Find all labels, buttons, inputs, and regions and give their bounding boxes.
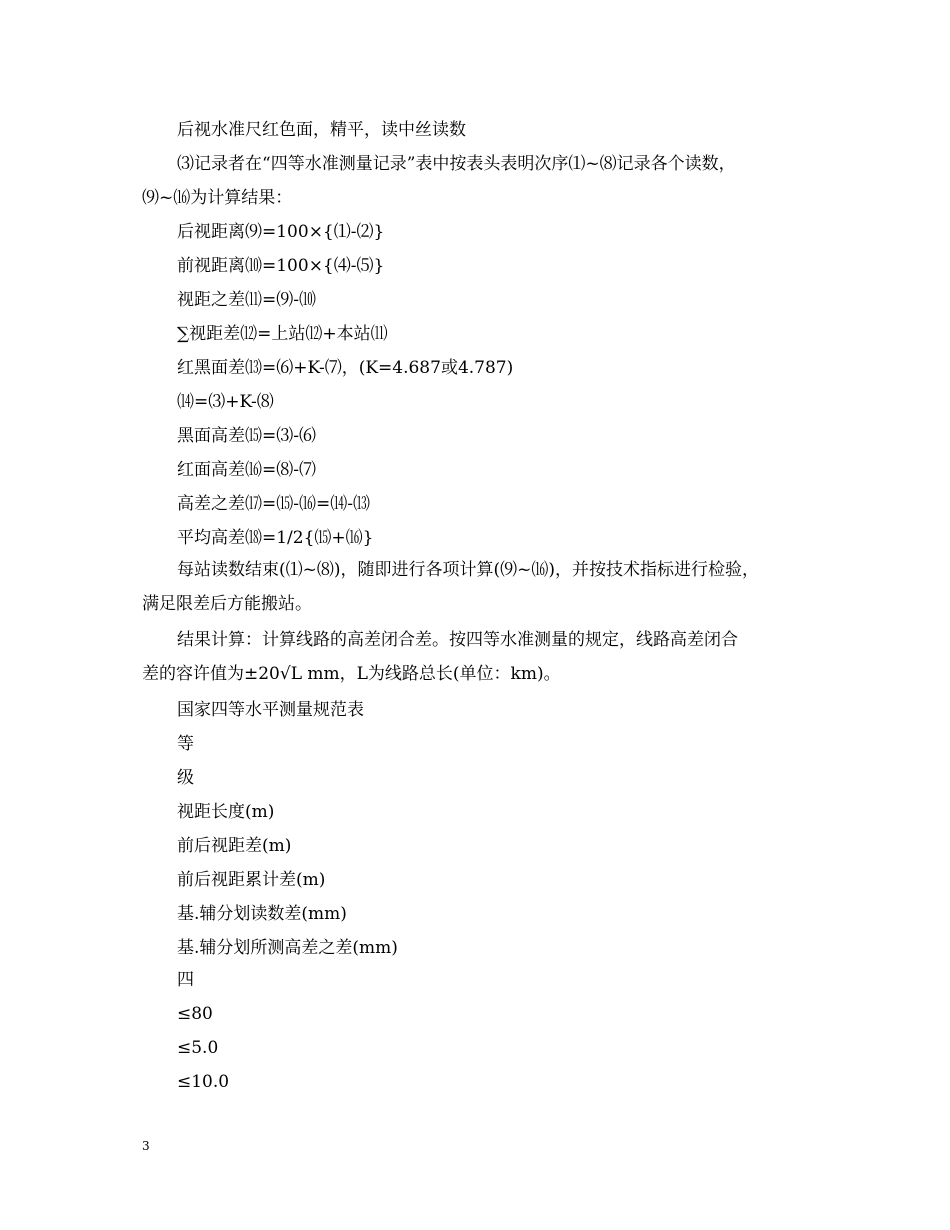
formula-line: ∑视距差⑿=上站⑿+本站⑾ — [177, 324, 388, 344]
paragraph-line: 结果计算：计算线路的高差闭合差。按四等水准测量的规定，线路高差闭合 — [177, 630, 738, 650]
formula-line: 后视距离⑼=100×{⑴-⑵} — [177, 222, 385, 242]
table-title: 国家四等水平测量规范表 — [177, 700, 364, 720]
paragraph-line: ⑶记录者在“四等水准测量记录”表中按表头表明次序⑴~⑻记录各个读数， — [177, 154, 736, 174]
paragraph-line: 后视水准尺红色面，精平，读中丝读数 — [177, 120, 466, 140]
formula-line: 平均高差⒅=1/2{⒂+⒃} — [177, 528, 374, 548]
table-cell: 基.辅分划读数差(mm) — [177, 904, 347, 924]
formula-line: 红黑面差⒀=⑹+K-⑺，(K=4.687或4.787) — [177, 358, 514, 378]
table-cell: 视距长度(m) — [177, 802, 275, 822]
paragraph-line: 差的容许值为±20√L mm，L为线路总长(单位：km)。 — [142, 664, 561, 684]
table-cell: 前后视距累计差(m) — [177, 870, 326, 890]
formula-line: 前视距离⑽=100×{⑷-⑸} — [177, 256, 385, 276]
table-cell: ≤80 — [177, 1004, 213, 1024]
paragraph-line: ⑼~⒃为计算结果： — [142, 188, 293, 208]
page-number: 3 — [142, 1139, 150, 1153]
formula-line: 红面高差⒃=⑻-⑺ — [177, 460, 316, 480]
table-cell: 四 — [177, 970, 194, 990]
formula-line: 视距之差⑾=⑼-⑽ — [177, 290, 316, 310]
table-cell: 基.辅分划所测高差之差(mm) — [177, 938, 398, 958]
paragraph-line: 每站读数结束(⑴~⑻)，随即进行各项计算(⑼~⒃)，并按技术指标进行检验， — [177, 560, 760, 580]
table-cell: ≤5.0 — [177, 1038, 219, 1058]
formula-line: 高差之差⒄=⒂-⒃=⒁-⒀ — [177, 494, 370, 514]
table-cell: 等 — [177, 734, 194, 754]
table-cell: 前后视距差(m) — [177, 836, 292, 856]
formula-line: ⒁=⑶+K-⑻ — [177, 392, 274, 412]
formula-line: 黑面高差⒂=⑶-⑹ — [177, 426, 316, 446]
paragraph-line: 满足限差后方能搬站。 — [142, 594, 312, 614]
table-cell: 级 — [177, 768, 194, 788]
table-cell: ≤10.0 — [177, 1072, 230, 1092]
